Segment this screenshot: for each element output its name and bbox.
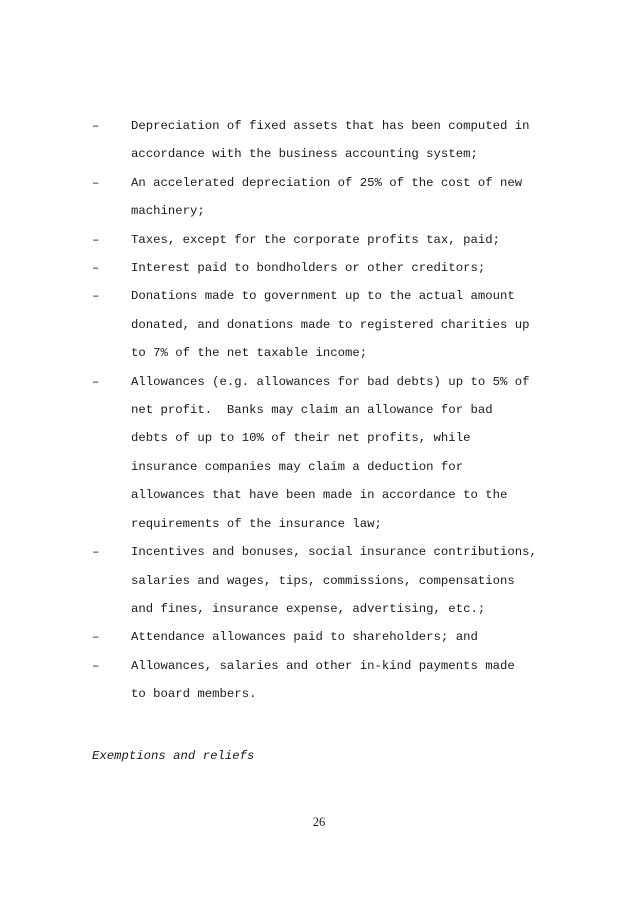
list-item-line: debts of up to 10% of their net profits, while xyxy=(131,431,471,446)
deductions-list xyxy=(92,112,612,709)
list-item xyxy=(92,623,612,651)
list-item-line: net profit. Banks may claim an allowance for bad xyxy=(131,403,493,418)
list-item-line: salaries and wages, tips, commissions, compensations xyxy=(131,573,515,588)
section-heading: Exemptions and reliefs xyxy=(92,749,255,763)
list-item-line: insurance companies may claim a deduction for xyxy=(131,459,464,474)
list-item xyxy=(92,368,612,538)
list-item-line: Allowances (e.g. allowances for bad debts) up to 5% of xyxy=(131,374,530,389)
bullet-dash: – xyxy=(92,232,100,247)
list-item xyxy=(92,169,612,226)
bullet-dash: – xyxy=(92,545,100,560)
bullet-dash: – xyxy=(92,175,100,190)
bullet-dash: – xyxy=(92,630,100,645)
list-item-line: Taxes, except for the corporate profits tax, paid; xyxy=(131,232,500,247)
list-item-line: Depreciation of fixed assets that has been computed in xyxy=(131,119,530,133)
list-item xyxy=(92,226,612,254)
list-item xyxy=(92,254,612,282)
list-item-line: accordance with the business accounting system; xyxy=(131,147,478,162)
list-item-line: machinery; xyxy=(131,204,205,219)
list-item-line: Donations made to government up to the actual amount xyxy=(131,289,515,304)
list-item-line: Interest paid to bondholders or other creditors; xyxy=(131,261,486,276)
list-item xyxy=(92,282,612,367)
page-number: 26 xyxy=(312,815,326,829)
list-item-line: donated, and donations made to registered charities up xyxy=(131,317,530,332)
list-item-line: to 7% of the net taxable income; xyxy=(131,346,368,361)
bullet-dash: – xyxy=(92,374,100,389)
list-item-line: Incentives and bonuses, social insurance contributions, xyxy=(131,545,537,560)
list-item-line: An accelerated depreciation of 25% of the cost of new xyxy=(131,175,523,190)
list-item-line: requirements of the insurance law; xyxy=(131,516,382,531)
list-item-line: and fines, insurance expense, advertising, etc.; xyxy=(131,601,486,616)
list-item-line: allowances that have been made in accordance to the xyxy=(131,488,508,503)
list-item-line: Allowances, salaries and other in-kind payments made xyxy=(131,658,515,673)
list-item xyxy=(92,652,612,709)
list-item xyxy=(92,112,612,169)
list-item-line: to board members. xyxy=(131,687,257,702)
list-item xyxy=(92,538,612,623)
bullet-dash: – xyxy=(92,289,100,304)
bullet-dash: – xyxy=(92,261,100,276)
list-item-line: Attendance allowances paid to shareholders; and xyxy=(131,630,478,645)
bullet-dash: – xyxy=(92,119,100,133)
bullet-dash: – xyxy=(92,658,100,673)
